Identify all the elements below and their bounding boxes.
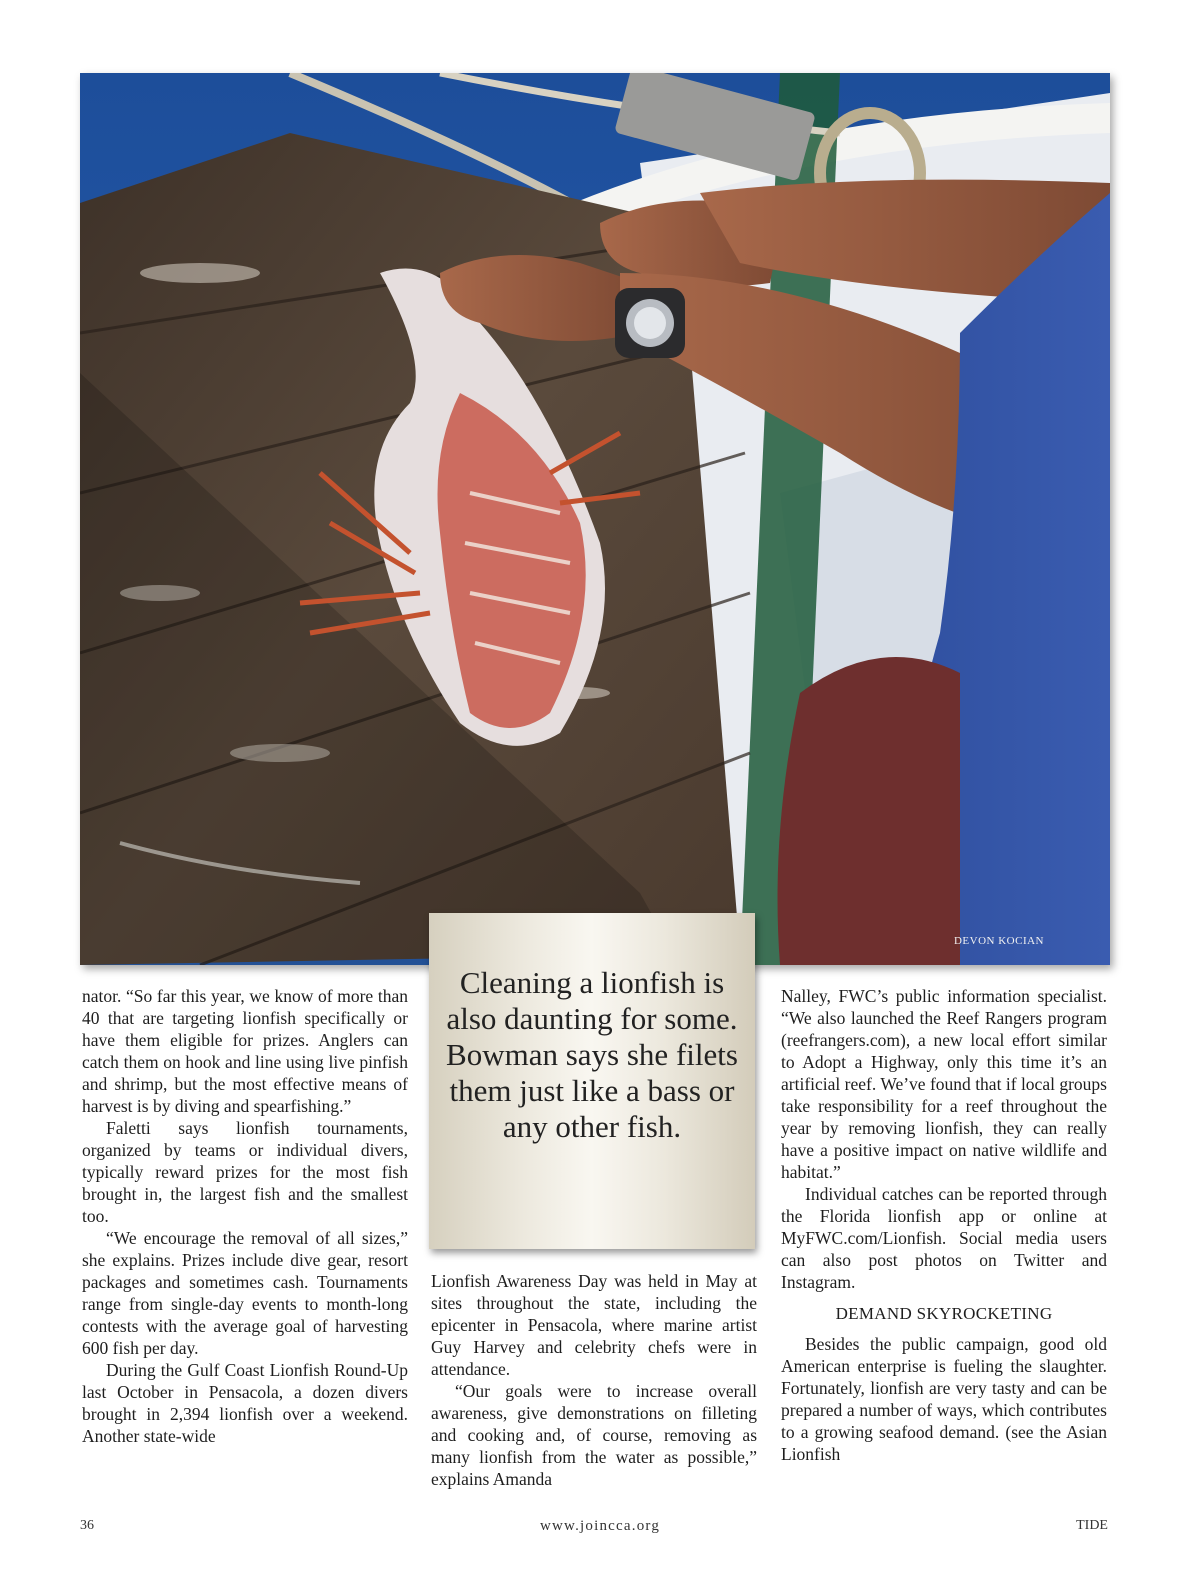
photo-credit: DEVON KOCIAN xyxy=(953,935,1044,947)
paragraph: Lionfish Awareness Day was held in May at sites throughout the state, including the epicenter in Pensacola, where marine artist Guy Harvey and celebrity chefs were in attendance. xyxy=(431,1271,757,1379)
article-column-3 xyxy=(781,985,1107,1465)
lionfish-cleaning-photo xyxy=(80,73,1110,965)
pull-quote xyxy=(429,913,755,1249)
paragraph: “Our goals were to increase overall awareness, give demonstrations on filleting and cooking and, of course, removing as many lionfish from the water as possible,” explains Amanda xyxy=(431,1381,757,1489)
article-column-2 xyxy=(431,1270,757,1490)
pull-quote-text: Cleaning a lionfish is also daunting for some. Bowman says she filets them just like a bass or any other fish. xyxy=(446,965,738,1144)
magazine-name: TIDE xyxy=(1076,1518,1108,1533)
section-heading: DEMAND SKYROCKETING xyxy=(835,1304,1053,1323)
website-url: www.joincca.org xyxy=(539,1518,661,1534)
paragraph: During the Gulf Coast Lionfish Round-Up last October in Pensacola, a dozen divers brought in 2,394 lionfish over a weekend. Another state-wide xyxy=(82,1360,408,1446)
paragraph: Nalley, FWC’s public information specialist. “We also launched the Reef Rangers program (reefrangers.com), a new local effort similar to Adopt a Highway, only this time it’s an artificial reef. We’ve found that if local groups take responsibility for a reef throughout the year by removing lionfish, they can really have a positive impact on native wildlife and habitat.” xyxy=(781,986,1107,1182)
paragraph: Individual catches can be reported through the Florida lionfish app or online at MyFWC.com/Lionfish. Social media users can also post photos on Twitter and Instagram. xyxy=(781,1184,1107,1292)
page-number: 36 xyxy=(80,1518,94,1533)
paragraph: “We encourage the removal of all sizes,” she explains. Prizes include dive gear, resort packages and sometimes cash. Tournaments range from single-day events to month-long contests with the average goal of harvesting 600 fish per day. xyxy=(82,1228,408,1358)
paragraph: Besides the public campaign, good old American enterprise is fueling the slaughter. Fortunately, lionfish are very tasty and can be prepared a number of ways, which contributes to a growing seafood demand. (see the Asian Lionfish xyxy=(781,1334,1107,1464)
paragraph: nator. “So far this year, we know of more than 40 that are targeting lionfish specifically or have them eligible for prizes. Anglers can catch them on hook and line using live pinfish and shrimp, but the most effective means of harvest is by diving and spearfishing.” xyxy=(82,986,408,1116)
paragraph: Faletti says lionfish tournaments, organized by teams or individual divers, typically reward prizes for the most fish brought in, the largest fish and the smallest too. xyxy=(82,1118,408,1226)
article-photo xyxy=(80,73,1110,965)
article-column-1 xyxy=(82,985,408,1447)
